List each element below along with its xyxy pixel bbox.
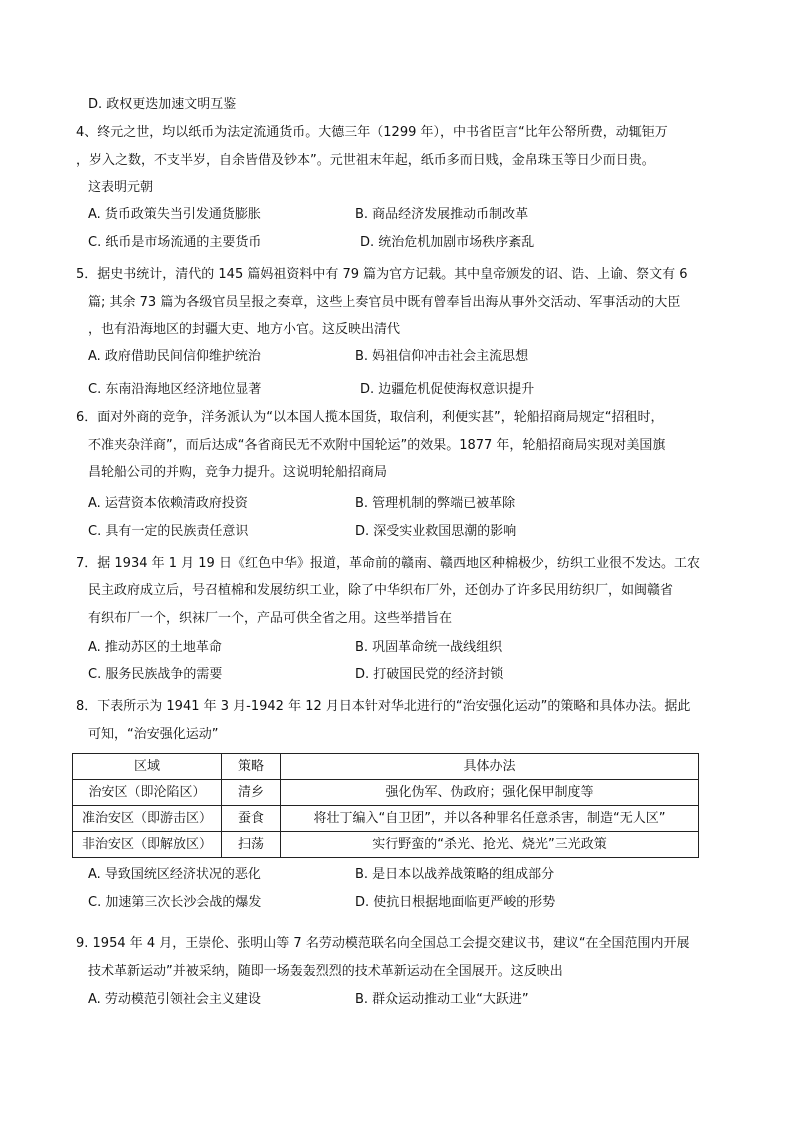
q7-stem-line1: 7．据 1934 年 1 月 19 日《红色中华》报道，革命前的赣南、赣西地区种棉极少，纺织工业很不发达。工农 [76,556,700,571]
table-cell: 非治安区（即解放区） [73,832,222,858]
table-row [73,806,699,832]
q6-stem-line3: 昌轮船公司的并购，竞争力提升。这说明轮船招商局 [88,465,388,480]
q3-option-d: D. 政权更迭加速文明互鉴 [88,97,237,112]
q5-stem-line1: 5．据史书统计，清代的 145 篇妈祖资料中有 79 篇为官方记载。其中皇帝颁发的诏、诰、上谕、祭文有 6 [76,267,688,282]
table-row [73,832,699,858]
q7-option-c: C. 服务民族战争的需要 [88,667,223,682]
q5-option-d: D. 边疆危机促使海权意识提升 [360,382,535,397]
q6-stem-line1: 6．面对外商的竞争，洋务派认为“以本国人揽本国货，取信利，利便实甚”，轮船招商局规定“招租时， [76,410,664,425]
table-cell: 治安区（即沦陷区） [73,780,222,806]
q4-option-a: A. 货币政策失当引发通货膨胀 [88,207,261,222]
table-cell: 准治安区（即游击区） [73,806,222,832]
q5-option-c: C. 东南沿海地区经济地位显著 [88,382,262,397]
q9-option-b: B. 群众运动推动工业“大跃进” [355,992,529,1007]
q8-stem-line1: 8．下表所示为 1941 年 3 月-1942 年 12 月日本针对华北进行的“治安强化运动”的策略和具体办法。据此 [76,699,691,714]
table-cell: 扫荡 [222,832,281,858]
q5-stem-line3: ，也有沿海地区的封疆大吏、地方小官。这反映出清代 [88,322,401,337]
q6-option-d: D. 深受实业救国思潮的影响 [355,524,517,539]
q6-option-c: C. 具有一定的民族责任意识 [88,524,249,539]
q5-option-b: B. 妈祖信仰冲击社会主流思想 [355,349,529,364]
q9-stem-line1: 9. 1954 年 4 月，王崇伦、张明山等 7 名劳动模范联名向全国总工会提交建议书，建议“在全国范围内开展 [76,936,690,951]
q8-option-d: D. 使抗日根据地面临更严峻的形势 [355,895,556,910]
q7-option-a: A. 推动苏区的土地革命 [88,640,222,655]
q7-stem-line2: 民主政府成立后，号召植棉和发展纺织工业，除了中华织布厂外，还创办了许多民用纺织厂，如闽赣省 [88,583,674,598]
q7-stem-line3: 有织布厂一个，织袜厂一个，产品可供全省之用。这些举措旨在 [88,611,453,626]
q7-option-d: D. 打破国民党的经济封锁 [355,667,504,682]
q4-option-d: D. 统治危机加剧市场秩序紊乱 [360,235,535,250]
q8-option-c: C. 加速第三次长沙会战的爆发 [88,895,262,910]
q8-stem-line2: 可知，“治安强化运动” [88,727,219,742]
q6-option-b: B. 管理机制的弊端已被革除 [355,496,516,511]
table-cell: 实行野蛮的“杀光、抢光、烧光”三光政策 [281,832,699,858]
q6-option-a: A. 运营资本依赖清政府投资 [88,496,248,511]
table-row [73,780,699,806]
table-cell: 将壮丁编入“自卫团”，并以各种罪名任意杀害，制造“无人区” [281,806,699,832]
q5-stem-line2: 篇; 其余 73 篇为各级官员呈报之奏章，这些上奏官员中既有曾奉旨出海从事外交活动、军事活动的大臣 [88,295,681,310]
q7-option-b: B. 巩固革命统一战线组织 [355,640,503,655]
q4-stem-line3: 这表明元朝 [88,180,154,195]
q4-stem-line2: ，岁入之数，不支半岁，自余皆借及钞本”。元世祖末年起，纸币多而日贱，金帛珠玉等日少而日贵。 [76,153,655,168]
q6-stem-line2: 不准夹杂洋商”，而后达成“各省商民无不欢附中国轮运”的效果。1877 年，轮船招商局实现对美国旗 [88,438,666,453]
table-cell: 蚕食 [222,806,281,832]
q4-option-c: C. 纸币是市场流通的主要货币 [88,235,262,250]
q8-option-a: A. 导致国统区经济状况的恶化 [88,867,261,882]
table-header-cell: 策略 [222,754,281,780]
q9-option-a: A. 劳动模范引领社会主义建设 [88,992,261,1007]
q9-stem-line2: 技术革新运动”并被采纳，随即一场轰轰烈烈的技术革新运动在全国展开。这反映出 [88,964,563,979]
q4-stem-line1: 4、终元之世，均以纸币为法定流通货币。大德三年（1299 年），中书省臣言“比年公帑所费，动辄钜万 [76,125,668,140]
table-cell: 强化伪军、伪政府；强化保甲制度等 [281,780,699,806]
table-header-row [73,754,699,780]
q8-strategy-table [72,753,699,858]
table-cell: 清乡 [222,780,281,806]
table-header-cell: 区域 [73,754,222,780]
table-header-cell: 具体办法 [281,754,699,780]
q8-option-b: B. 是日本以战养战策略的组成部分 [355,867,555,882]
q4-option-b: B. 商品经济发展推动币制改革 [355,207,529,222]
q5-option-a: A. 政府借助民间信仰维护统治 [88,349,261,364]
